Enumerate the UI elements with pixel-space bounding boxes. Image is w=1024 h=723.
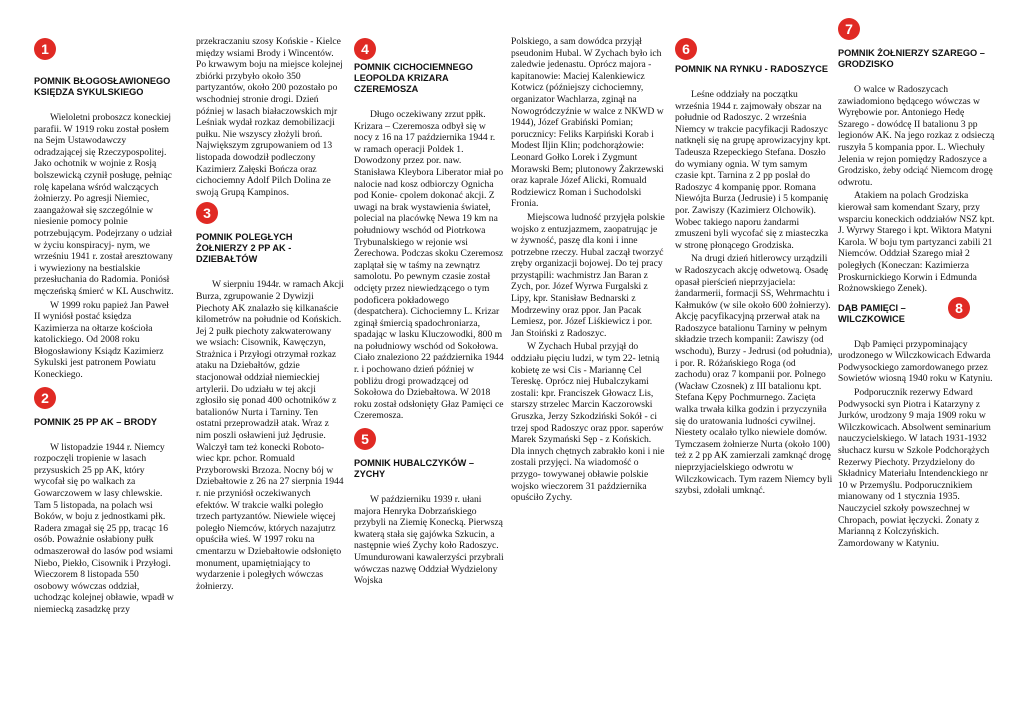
column-5 [675, 0, 833, 723]
column-3 [354, 0, 504, 723]
column-1 [34, 0, 174, 723]
section-5-paragraph-3: W Zychach Hubal przyjął do oddziału pięciu ludzi, w tym 22- letnią kobietę ze wsi Cis - Mariannę Cel Tereskę. Oprócz niej Hubalczykami zostali: kpr. Franciszek Głowacz Lis, starszy strzelec Marcin Kaczorowski Gruszka, Jerzy Szkodziński Sokół - ci trzej spod Radoszyc oraz ppor. saperów Marek Szymański Sęp - z Końskich. Dla innych chętnych zabrakło koni i nie zostali przyjęci. Na wiadomość o przygo- towywanej obławie polskie wojsko wieczorem 31 października opuściło Zychy. [511, 341, 665, 504]
section-7-paragraph-2: Atakiem na polach Grodziska kierował sam komendant Szary, przy wsparciu koneckich oddziałów NSZ kpt. J. Wyrwy Starego i kpt. Wiktora Matyni Karola. W boju tym partyzanci zabili 21 Niemców. Oddział Szarego miał 2 poległych (Koneczan: Kazimierza Proskurnickiego Korwin i Edmunda Rożnowskiego Zenek). [838, 190, 995, 295]
column-4 [511, 0, 665, 723]
section-number-8: 8 [948, 297, 970, 319]
column-6 [838, 0, 996, 723]
section-2-paragraph-continued: przekraczaniu szosy Końskie - Kielce między wsiami Brody i Wincentów. Po krwawym boju na miejsce kolejnej zbiórki przybyło około 350 partyzantów, około 200 pozostało po wschodniej stronie drogi. Dzień później w lasach białaczowskich mjr Leśniak wydał rozkaz demobilizacji pułku. Nie wszyscy złożyli broń. Największym zgrupowaniem od 13 listopada dowodził podleczony Kazimierz Załęski Bończa oraz cichociemny Adolf Pilch Dolina ze swoją Grupą Kampinos. [196, 36, 343, 198]
section-5-paragraph-1: W październiku 1939 r. ułani majora Henryka Dobrzańskiego przybyli na Ziemię Konecką. Pierwszą kwaterą stała się gajówka Szkucin, a następnie wieś Zychy koło Radoszyc. Umundurowani kawalerzyści przybrali wówczas nazwę Oddział Wydzielony Wojska [354, 494, 504, 587]
section-number-5: 5 [354, 428, 376, 450]
section-1-paragraph-2: W 1999 roku papież Jan Paweł II wyniósł postać księdza Kazimierza na ołtarze kościoła katolickiego. Od 2008 roku Błogosławiony Ksiądz Kazimierz Sykulski jest patronem Powiatu Koneckiego. [34, 299, 169, 381]
section-title-1: POMNIK BŁOGOSŁAWIONEGO KSIĘDZA SYKULSKIEGO [34, 76, 171, 97]
section-title-3: POMNIK POLEGŁYCH ŻOŁNIERZY 2 PP AK - DZIEBAŁTÓW [196, 232, 293, 265]
section-8-paragraph-1: Dąb Pamięci przypominający urodzonego w Wilczkowicach Edwarda Podwysockiego zamordowanego przez Sowietów wiosną 1940 roku w Katyniu. [838, 338, 993, 385]
section-number-3: 3 [196, 202, 218, 224]
section-title-5: POMNIK HUBALCZYKÓW – ZYCHY [354, 458, 474, 480]
section-title-8: DĄB PAMIĘCI – WILCZKOWICE [838, 302, 906, 324]
section-6-paragraph-2: Na drugi dzień hitlerowcy urządzili w Radoszycach akcję odwetową. Osadę opasał pierścień nieprzyjaciela: żandarmerii, formacji SS, Wehrmachtu i Kałmuków (w sile około 600 żołnierzy). Akcję pacyfikacyjną przerwał atak na Radoszyce batalionu Tarniny w pełnym składzie trzech kompanii: Zawiszy (od wschodu), Burzy - Jedrusi (od południa), i por. R. Różańskiego Roga (od zachodu) oraz 7 kompanii por. Polnego (Wacław Czosnek) z III batalionu kpt. Stefana Kępy Pochmurnego. Zacięta walka trwała kilka godzin i przyczyniła się do uratowania ludności cywilnej. Niestety ocalało tylko niewiele domów. Tymczasem żołnierze Nurta (około 100) też z 2 pp AK zamierzali zamknąć drogę nieprzyjacielskiego odwrotu w Wilczkowicach. Tym razem Niemcy byli szybsi, zdołali umknąć. [675, 253, 833, 497]
section-title-6: POMNIK NA RYNKU - RADOSZYCE [675, 64, 828, 74]
column-2 [196, 0, 344, 723]
section-3-paragraph-1: W sierpniu 1944r. w ramach Akcji Burza, zgrupowanie 2 Dywizji Piechoty AK znalazło się kilkanaście kilometrów na południe od Końskich. Jej 2 pułk piechoty zakwaterowany we wsiach: Cisownik, Kawęczyn, Strażnica i Przyłogi otrzymał rozkaz ataku na Dziebałtów, gdzie stacjonował oddział niemieckiej artylerii. Do udziału w tej akcji zgłosiło się ponad 400 ochotników z batalionów Nurta i Tarniny. Ten ostatni przeprowadził atak. Wraz z nim poszli osławieni już Jędrusie. Walczył tam też konecki Roboto- wiec kpr. pchor. Romuald Przyborowski Brzoza. Nocny bój w Dziebałtowie z 26 na 27 sierpnia 1944 r. nie przyniósł oczekiwanych efektów. W trakcie walki poległo trzech partyzantów. Niewiele więcej poległo Niemców, których nazajutrz opuściła wieś. W 1997 roku na cmentarzu w Dziebałtowie odsłonięto monument, upamiętniający to wydarzenie i poległych wówczas żołnierzy. [196, 279, 344, 592]
section-title-4: POMNIK CICHOCIEMNEGO LEOPOLDA KRIZARA CZEREMOSZA [354, 62, 473, 94]
section-number-2: 2 [34, 387, 56, 409]
section-4-paragraph-1: Długo oczekiwany zrzut ppłk. Krizara – Czeremosza odbył się w nocy z 16 na 17 października 1944 r. w ramach operacji Poldek 1. Dowodzony przez por. naw. Stanisława Kleybora Liberator miał po nalocie nad kosz odbiorczy Ognicha pod Konie- cpolem dokonać akcji. Z uwagi na brak wystawienia świateł, polecial na placówkę Newa 19 km na południowy wschód od Piotrkowa Trybunalskiego w rejonie wsi Żerechowa. Podczas skoku Czeremosz zaplątał się w taśmy na zewnątrz samolotu. Po pewnym czasie został odcięty przez niewiedzącego o tym podoficera pokładowego (despatchera). Cichociemny L. Krizar zginął śmiercią spadochroniarza, spadając w lasku Kluczowodki, 800 m na południowy wschód od Sokołowa. Ciało znaleziono 22 października 1944 r. i pochowano dzień później w pobliżu drogi prowadzącej od Sokołowa do Dziebałtowa. W 2018 roku został odsłonięty Głaz Pamięci ce Czeremosza. [354, 109, 504, 422]
section-1-paragraph-1: Wieloletni proboszcz koneckiej parafii. W 1919 roku został posłem na Sejm Ustawodawczy odradzającej się Rzeczypospolitej. Jako ochotnik w wojnie z Rosją bolszewicką czynił posługę, pełniąc rolę kapelana wśród walczących żołnierzy. Po agresji Niemiec, zaangażował się szczególnie w niesienie pomocy polnie potrzebującym. Podejrzany o udział w życiu konspiracyj- nym, we wrześniu 1941 r. został aresztowany i wywieziony na bestialskie przesłuchania do Radomia. Poniósł męczeńską śmierć w KL Auschwitz. [34, 112, 174, 297]
section-2-paragraph-1: W listopadzie 1944 r. Niemcy rozpoczęli tropienie w lasach przysuskich 25 pp AK, który wycofał się po walkach za Gowarczowem w lasy chlewskie. Tam 5 listopada, na polach wsi Boków, w boju z jednostkami płk. Radera zmagał się 25 pp, tracąc 16 osób. Poważnie osłabiony pułk odmaszerował do lasów pod wsiami Niebo, Piekło, Cisownik i Przyłogi. Wieczorem 8 listopada 550 osobowy wówczas oddział, uchodząc kolejnej obławie, wpadł w niemiecką zasadzkę przy [34, 441, 174, 615]
section-5-paragraph-continued: Polskiego, a sam dowódca przyjął pseudonim Hubal. W Zychach było ich zaledwie jedenastu. Oprócz majora - kapitanowie: Maciej Kalenkiewicz Kotwicz (późniejszy cichociemny, organizator Wachlarza, zginął na Nowogródczyźnie w walce z NKWD w 1944), Józef Grabiński Pomian; porucznicy: Feliks Karpiński Korab i Modest Iljin Klin; podchorążowie: Leonard Gołko Lorek i Zygmunt Morawski Bem; plutonowy Żakrzewski oraz kaprale Józef Alicki, Romuald Rodziewicz Roman i Suchodolski Fronia. [511, 36, 664, 210]
section-7-paragraph-1: O walce w Radoszycach zawiadomiono będącego wówczas w Wyrębowie por. Antoniego Hedę Szarego - dowódcę II batalionu 3 pp legionów AK. Na jego rozkaz z odsieczą ruszyła 5 kompania ppor. L. Wiechuły Jelenia w rejon pomiędzy Radoszyce a Grodzisko, żeby odciąć Niemcom drogę odwrotu. [838, 84, 995, 188]
section-number-4: 4 [354, 38, 376, 60]
section-5-paragraph-2: Miejscowa ludność przyjęła polskie wojsko z entuzjazmem, zaopatrując je w żywność, paszę dla koni i inne potrzebne rzeczy. Hubal zaczął tworzyć zręby organizacji bojowej. Do tej pracy przystąpili: wachmistrz Jan Baran z Zych, por. Józef Wyrwa Furgalski z Lipy, kpr. Stanisław Bednarski z Modrzewiny oraz ppor. Jan Pacak Lemiesz, por. Józef Liśkiewicz i por. Jan Stoiński z Radoszyc. [511, 211, 665, 339]
section-8-paragraph-2: Podporucznik rezerwy Edward Podwysocki syn Piotra i Katarzyny z Jurków, urodzony 9 maja 1909 roku w Wilczkowicach. Absolwent seminarium nauczycielskiego. W latach 1931-1932 słuchacz kursu w Szkole Podchorążych Rezerwy Piechoty. Przydzielony do Składnicy Materiału Intendenckiego nr 10 w Przemyślu. Podporucznikiem mianowany od 1 stycznia 1935. Nauczyciel szkoły powszechnej w Chropach, powiat łęczycki. Żonaty z Marianną z Kolczyńskich. Zamordowany w Katyniu. [838, 387, 991, 549]
section-number-7: 7 [838, 18, 860, 40]
section-number-6: 6 [675, 38, 697, 60]
section-title-7: POMNIK ŻOŁNIERZY SZAREGO – GRODZISKO [838, 48, 985, 69]
section-number-1: 1 [34, 38, 56, 60]
section-title-2: POMNIK 25 PP AK – BRODY [34, 416, 158, 427]
section-6-paragraph-1: Leśne oddziały na początku września 1944 r. zajmowały obszar na południe od Radoszyc. 2 września Niemcy w trakcie pacyfikacji Radoszyc natknęli się na grupę aprowizacyjny kpt. Tadeusza Rzepeckiego Stefana. Doszło do wymiany ognia. W tym samym czasie kpt. Tarnina z 2 pp ​​poslał do Radoszyc 4 kompanię ppor. Romana Niewójta Burza (Jedrusie) i 5 kompanię por. Zawiszy (Kazimierz Olchowik). Wobec takiego naporu żandarmi zmuszeni byli wycofać się z miasteczka w stronę płonącego Grodziska. [675, 89, 831, 251]
